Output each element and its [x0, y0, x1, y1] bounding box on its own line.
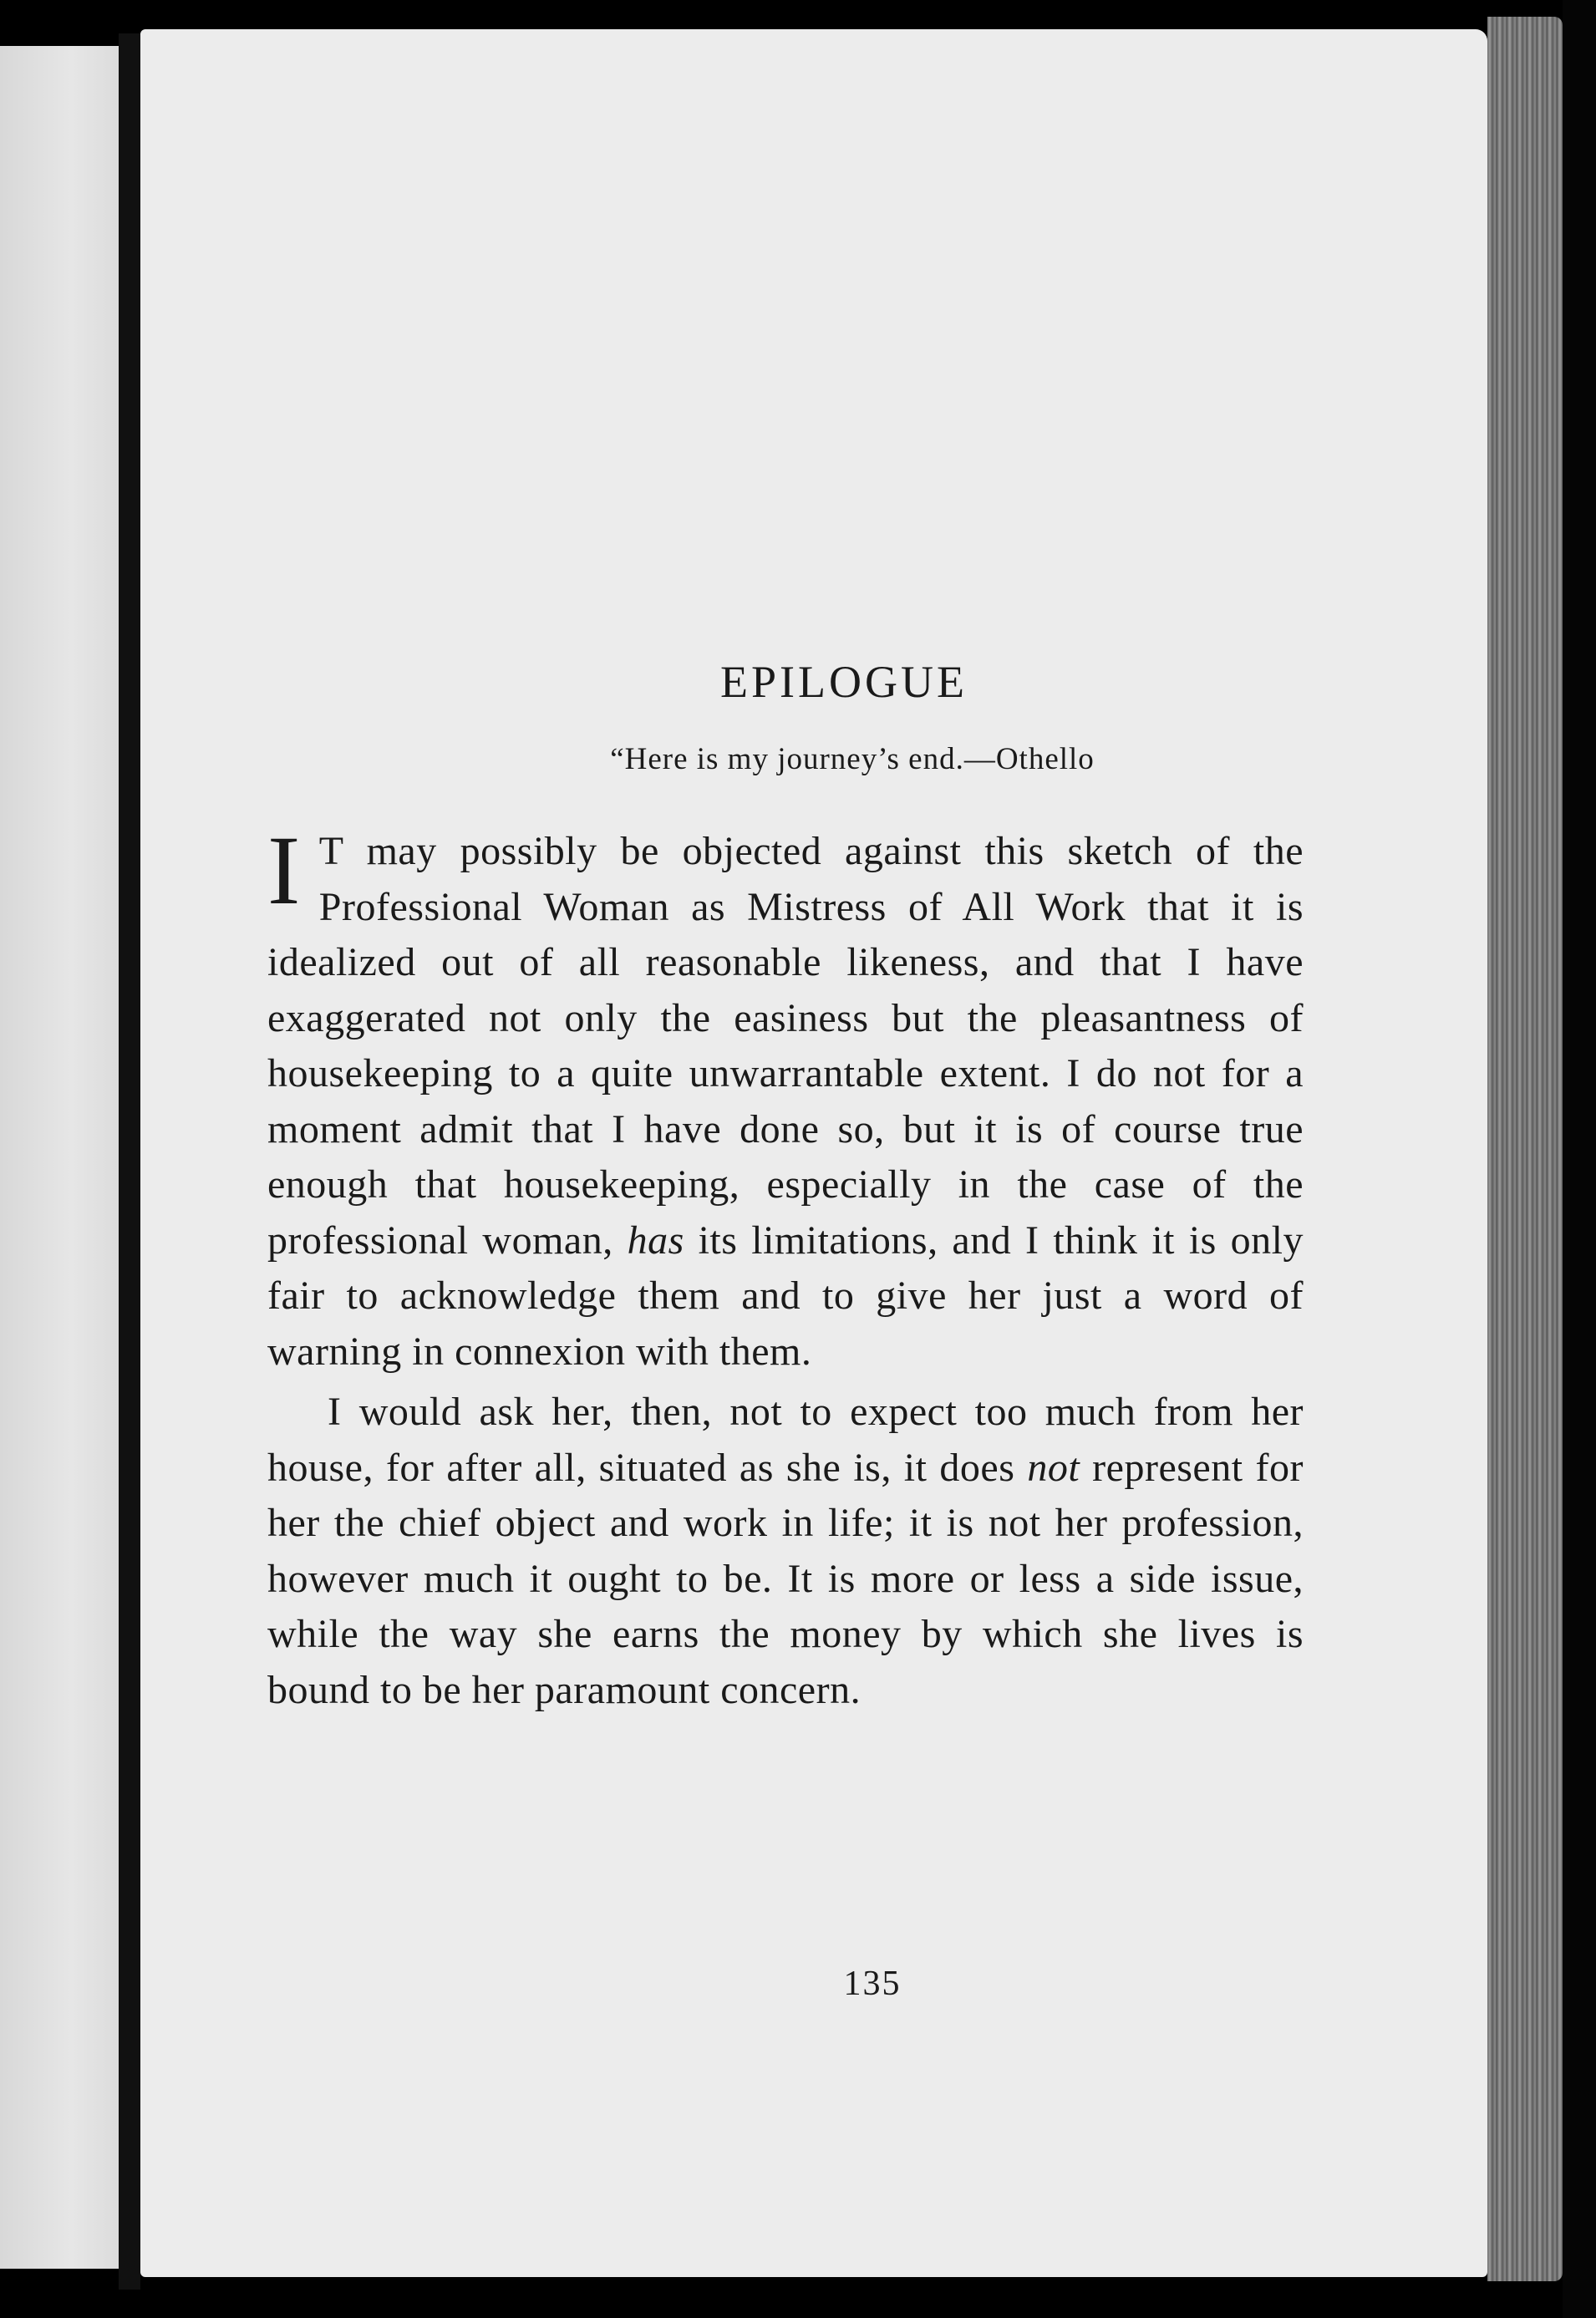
paragraph-2-text-a: I would ask her, then, not to expect too much from her house, for after all, situated as she is, it does — [267, 1390, 1304, 1490]
background-right — [1563, 0, 1596, 2318]
previous-page-edge — [0, 46, 119, 2269]
paragraph-2-text-b: represent for her the chief object and work in life; it is not her profession, however much it ought to be. It is more or less a side issue, while the way she earns the money by which she lives is bound to be her paramount concern. — [267, 1445, 1304, 1712]
book-gutter — [119, 33, 140, 2290]
paragraph-1-text-a: T may possibly be objected against this sketch of the Professional Woman as Mistress of All Work that it is idealized out of all reasonable likeness, and that I have exaggerated not only the easiness but the pleasantness of housekeeping to a quite unwarrantable extent. I do not for a moment admit that I have done so, but it is of course true enough that housekeeping, especially in the case of the professional woman, — [267, 829, 1304, 1263]
epigraph: “Here is my journey’s end.—Othello — [610, 742, 1095, 776]
chapter-title: EPILOGUE — [720, 657, 968, 707]
paragraph-2 — [267, 1385, 1304, 1718]
page-stack-edge — [1487, 17, 1563, 2281]
paragraph-1 — [267, 816, 1304, 1380]
paragraph-1-emphasis: has — [627, 1217, 684, 1263]
page-number: 135 — [843, 1965, 902, 2003]
page-content — [267, 656, 1304, 1718]
drop-cap: I — [267, 816, 301, 925]
book-page — [140, 29, 1487, 2277]
paragraph-2-emphasis: not — [1027, 1445, 1080, 1490]
paragraph-1-text-b: its limitations, and I think it is only fair to acknowledge them and to give her just a word of warning in connexion with them. — [267, 1217, 1304, 1374]
